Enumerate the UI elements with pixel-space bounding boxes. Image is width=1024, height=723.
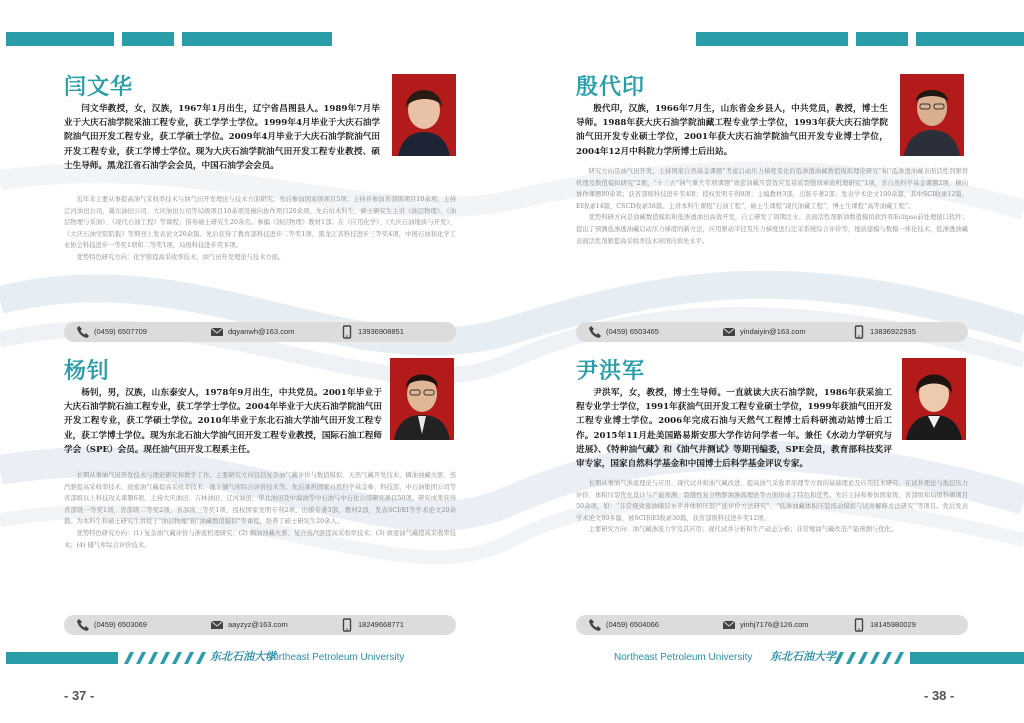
profile-photo — [902, 358, 966, 440]
email-icon — [722, 325, 736, 339]
portrait-image — [900, 74, 964, 156]
profile-photo — [390, 358, 454, 440]
profile-photo — [900, 74, 964, 156]
university-logo: 东北石油大学 — [210, 650, 276, 663]
contact-phone — [76, 618, 147, 632]
contact-bar — [576, 322, 968, 342]
email-icon — [210, 325, 224, 339]
profile-research — [64, 194, 456, 264]
mobile-number: 18249668771 — [358, 620, 404, 629]
top-bar-right-3 — [916, 32, 1024, 46]
contact-mobile — [852, 325, 916, 339]
mobile-icon — [852, 618, 866, 632]
research-paragraph: 优势特色研究方向：(1) 复杂油气藏评价与渗流机理研究；(2) 稠油油藏火驱、复合蒸汽驱提高采收率技术；(3) 致密油气藏提高采收率技术；(4) 储气库综合评价技术。 — [64, 529, 456, 549]
research-paragraph: 主要研究方向：油气藏渗流力学及其应用；现代试井分析和生产动态分析；非常规油气藏改造产能预测与优化。 — [588, 526, 898, 534]
profile-research — [576, 478, 968, 536]
top-bar-right-1 — [696, 32, 848, 46]
contact-email — [210, 325, 294, 339]
mobile-icon — [340, 618, 354, 632]
email-address[interactable]: dqyanwh@163.com — [228, 327, 295, 336]
portrait-image — [392, 74, 456, 156]
university-logo: 东北石油大学 — [770, 650, 836, 663]
research-paragraph: 优势科研方向是油藏数值模拟和低渗透油田高效开发，自主研发了周期注水、表面活性剂驱油数值模拟软件和Eclipse前处理接口软件；提出了预测低渗透油藏启动压力梯度的新方法，应用驱动半径及压力梯度进行注采系统综合评价等，地质建模与数模一体化技术，低渗透油藏表面活性剂驱提高采收率技术居国内领先水平。 — [576, 214, 968, 245]
profile-name: 尹洪军 — [576, 359, 646, 384]
profile-bio: 殷代印，汉族，1966年7月生，山东省金乡县人，中共党员，教授，博士生导师。1988年获大庆石油学院油藏工程专业学士学位，1993年获大庆石油学院油气田开发专业硕士学位，2001年获大庆石油学院油气田开发专业博士学位，2004年12月中科院力学所博士后出站。 — [576, 104, 888, 157]
footer-stripes-left — [6, 652, 208, 664]
profile-research — [64, 470, 456, 551]
top-bar-left-2 — [122, 32, 174, 46]
mobile-icon — [852, 325, 866, 339]
phone-number: (0459) 6504066 — [606, 620, 659, 629]
university-name: Northeast Petroleum University — [266, 652, 405, 663]
contact-email — [722, 618, 809, 632]
top-bar-left-1 — [6, 32, 114, 46]
footer-stripes-right — [834, 652, 1024, 664]
email-address[interactable]: yinhj7176@126.com — [740, 620, 809, 629]
email-icon — [722, 618, 736, 632]
research-paragraph: 研究方向是油气田开发，主持国家自然基金课题“考虑启动压力梯度变化的低渗透油藏数值模拟理论研究”和“低渗透油藏表面活性剂驱替机理及数值模拟研究”2项，“十三五”油气重大专项课题“致密油藏压裂效应及基质裂缝间窜流机理研究”1项，省自然科学基金课题2项，横向协作课题80余项；获省部级科技进步奖4项；授权发明专利9项；主编教材3部，出版专著2部；发表学术论文100余篇，其中SCI收录12篇，EI收录14篇，CSCD收录38篇。主讲本科生课程“石油工程”，硕士生课程“现代油藏工程”，博士生课程“高等油藏工程”。 — [576, 168, 968, 210]
mobile-icon — [340, 325, 354, 339]
phone-number: (0459) 6507709 — [94, 327, 147, 336]
contact-mobile — [852, 618, 916, 632]
page-number-left: - 37 - — [64, 688, 95, 703]
mobile-number: 13936908851 — [358, 327, 404, 336]
top-bar-left-3 — [182, 32, 332, 46]
contact-bar — [64, 615, 456, 635]
research-paragraph: 近年来主要从事提高油气采收率技术与油气田开发理论与技术方面研究。先后参加国家级项目5项；主持并参加省部级项目10余项，主持辽河油田公司、冀东油田公司、大庆油田公司等局级项目10余项及横向协作项目20余项。先后给本科生、硕士研究生主讲《油层物理》、《油层物理与采油》、《现代石油工程》等课程；指导硕士研究生20余名。参编《油层物理》教材1部；在《应用化学》、《大庆石油地质与开发》、《大庆石油学院院报》等期刊上发表论文20余篇。先后获得了教育部科技进步二等奖1项，黑龙江省科技进步三等奖4项，中国石油和化学工业协会科技进步一等奖1项和二等奖1项，局级科技进步奖多项。 — [64, 196, 456, 250]
research-paragraph: 长期从事油气渗流理论与应用、现代试井和油气藏改进、提高油气采收率原理等方面的基础理论及应用技术研究，在试井理论与地层压力评价、体积压裂优化设计与产能预测、裂缝性复合物驱油渗流理论等方面形成了特色和优势。先后主持和参加国家级、省部级和局级科研项目50余项，如：“非常规致密油储层水平井体积压裂产能评价方法研究”、“低渗油藏体积压裂流动模拟与试井解释方法研究”等项目。先后发表学术论文80多篇，被SCI和EI收录30篇，获省部级科技进步奖12项。 — [576, 480, 968, 522]
profile-name: 殷代印 — [576, 75, 646, 100]
research-paragraph: 长期从事油气田开发技术与理论研究和教学工作。主要研究方向包括复杂油气藏评价与数值模拟、天然气藏开发技术、稠油油藏火驱、蒸汽驱提高采收率技术、致密油气藏提高采收率技术、地下储气库综合评价技术等。先后承担国家自然科学基金参、科技部、中石油集团公司等省部级以上科技攻关课题6项，主持大庆油田、吉林油田、辽河油田、华北油田及中海油等中石油与中石化公司研究项目50项。研究成果获得省部级一等奖1项，省部级二等奖2项，省部级三等奖1项，授权国家发明专利2项，出版专著3部，教材2部，发表SCI/EI等学术论文20余篇。为本科生和硕士研究生讲授了“油层物理”和“油藏数值模拟”等课程，培养了硕士研究生20余人。 — [64, 472, 456, 526]
profile-bio: 杨钊，男，汉族，山东泰安人，1978年9月出生，中共党员。2001年毕业于大庆石油学院石油工程专业，获工学学士学位。2004年毕业于大庆石油学院油气田开发工程专业，获工学硕士学位。2010年毕业于东北石油大学油气田开发工程专业，获工学博士学位。现为东北石油大学油气田开发工程专业教授，国际石油工程师学会（SPE）会员。现任油气田开发工程系主任。 — [64, 388, 382, 455]
email-address[interactable]: aayzyz@163.com — [228, 620, 288, 629]
contact-mobile — [340, 618, 404, 632]
university-name: Northeast Petroleum University — [614, 652, 753, 663]
contact-bar — [64, 322, 456, 342]
phone-number: (0459) 6503465 — [606, 327, 659, 336]
contact-phone — [76, 325, 147, 339]
contact-email — [210, 618, 288, 632]
phone-icon — [76, 618, 90, 632]
phone-icon — [76, 325, 90, 339]
email-address[interactable]: yindaiyin@163.com — [740, 327, 806, 336]
contact-phone — [588, 618, 659, 632]
research-paragraph: 优势特色研究方向：化学驱提高采收率技术，油气田开发理论与技术方面。 — [76, 253, 285, 261]
profile-name: 闫文华 — [64, 75, 134, 100]
profile-research — [576, 166, 968, 247]
email-icon — [210, 618, 224, 632]
contact-email — [722, 325, 806, 339]
portrait-image — [902, 358, 966, 440]
profile-bio: 尹洪军，女，教授，博士生导师。一直就读大庆石油学院，1986年获采油工程专业学士学位，1991年获油气田开发工程专业硕士学位，1999年获油气田开发工程专业博士学位。2006年完成石油与天然气工程博士后科研流动站博士后工作。2015年11月赴美国路易斯安那大学作访问学者一年。兼任《水动力学研究与进展》、《特种油气藏》和《油气井测试》等期刊编委，SPE会员，教育部科技奖评审专家，国家自然科学基金和中国博士后科学基金评议专家。 — [576, 388, 892, 470]
top-bar-right-2 — [856, 32, 908, 46]
page-number-right: - 38 - — [924, 688, 955, 703]
contact-phone — [588, 325, 659, 339]
contact-mobile — [340, 325, 404, 339]
contact-bar — [576, 615, 968, 635]
portrait-image — [390, 358, 454, 440]
profile-bio: 闫文华教授，女，汉族，1967年1月出生，辽宁省昌图县人。1989年7月毕业于大庆石油学院采油工程专业，获工学学士学位。1999年4月毕业于大庆石油学院油气田开发工程专业，获工学硕士学位。2009年4月毕业于大庆石油学院油气田开发工程专业，获工学博士学位。现为大庆石油学院油气田开发工程专业教授、硕士生导师。黑龙江省石油学会会员，中国石油学会会员。 — [64, 104, 380, 171]
mobile-number: 13836922935 — [870, 327, 916, 336]
profile-photo — [392, 74, 456, 156]
profile-name: 杨钊 — [64, 359, 111, 384]
phone-icon — [588, 325, 602, 339]
phone-icon — [588, 618, 602, 632]
mobile-number: 18145980029 — [870, 620, 916, 629]
phone-number: (0459) 6503069 — [94, 620, 147, 629]
